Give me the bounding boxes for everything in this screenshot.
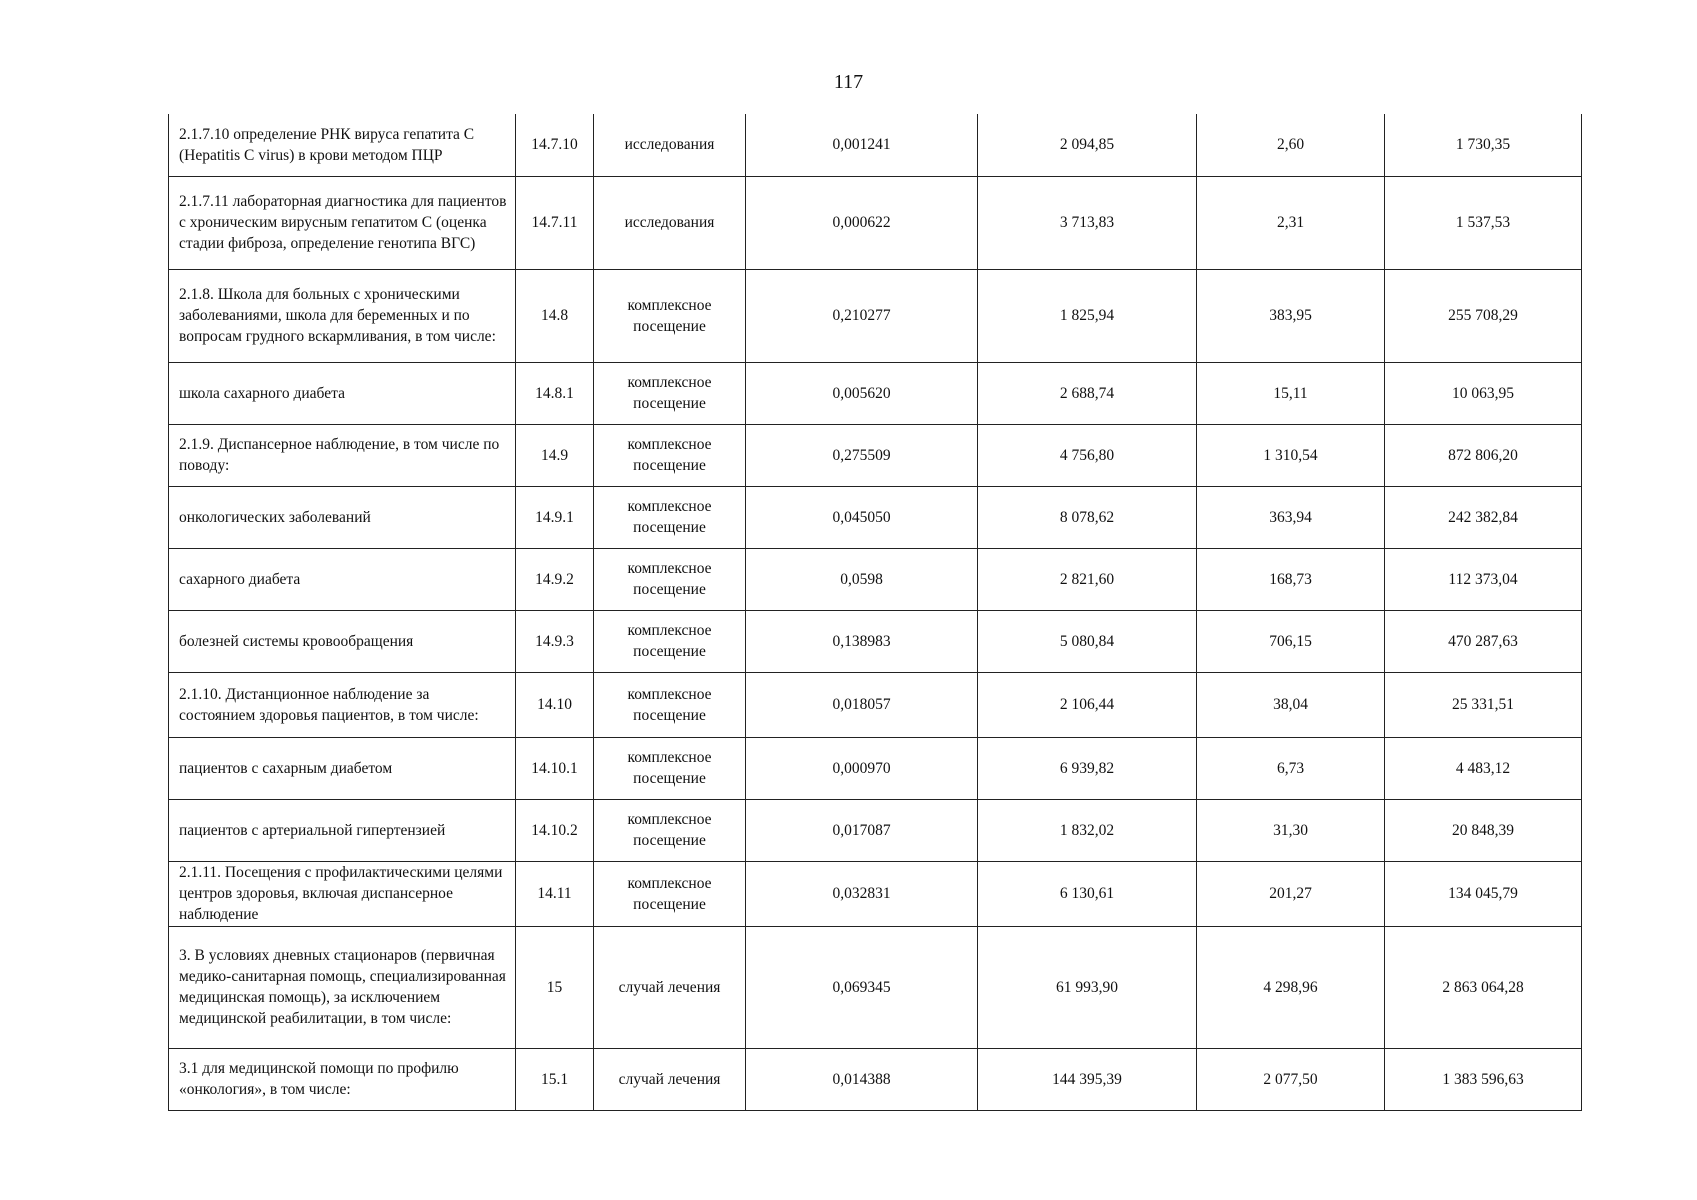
cell-total: 10 063,95 xyxy=(1385,362,1582,424)
table-row xyxy=(169,926,1582,1048)
cell-per-capita: 383,95 xyxy=(1197,269,1385,362)
unit-line: посещение xyxy=(633,770,706,787)
table-row xyxy=(169,114,1582,176)
cell-name: сахарного диабета xyxy=(169,548,516,610)
unit-line: комплексное xyxy=(627,374,712,391)
cell-name: 2.1.9. Диспансерное наблюдение, в том числе по поводу: xyxy=(169,424,516,486)
cell-cost: 2 688,74 xyxy=(978,362,1197,424)
cell-norm: 0,275509 xyxy=(746,424,978,486)
cell-unit xyxy=(594,926,746,1048)
cell-per-capita: 31,30 xyxy=(1197,799,1385,861)
cell-unit xyxy=(594,799,746,861)
cell-code: 15 xyxy=(516,926,594,1048)
cell-cost: 2 821,60 xyxy=(978,548,1197,610)
cell-total: 1 383 596,63 xyxy=(1385,1048,1582,1110)
cell-name: 2.1.7.10 определение РНК вируса гепатита С (Hepatitis C virus) в крови методом ПЦР xyxy=(169,114,516,176)
cell-total: 20 848,39 xyxy=(1385,799,1582,861)
cell-cost: 6 939,82 xyxy=(978,737,1197,799)
cell-norm: 0,000622 xyxy=(746,176,978,269)
cell-name: пациентов с артериальной гипертензией xyxy=(169,799,516,861)
unit-line: комплексное xyxy=(627,296,712,314)
cell-code: 14.11 xyxy=(516,861,594,926)
unit-line: комплексное xyxy=(627,622,712,639)
cell-per-capita: 2,31 xyxy=(1197,176,1385,269)
cell-code: 14.7.10 xyxy=(516,114,594,176)
cell-name: болезней системы кровообращения xyxy=(169,610,516,672)
table-row xyxy=(169,610,1582,672)
unit-line: посещение xyxy=(633,317,706,335)
page-number: 117 xyxy=(833,71,864,93)
cell-norm: 0,032831 xyxy=(746,861,978,926)
cell-code: 14.7.11 xyxy=(516,176,594,269)
table-row xyxy=(169,861,1582,926)
cell-total: 1 537,53 xyxy=(1385,176,1582,269)
cell-unit xyxy=(594,1048,746,1110)
unit-line: комплексное xyxy=(627,436,712,453)
cell-total: 255 708,29 xyxy=(1385,269,1582,362)
cell-per-capita: 706,15 xyxy=(1197,610,1385,672)
cell-per-capita: 38,04 xyxy=(1197,672,1385,737)
cell-code: 14.10 xyxy=(516,672,594,737)
cell-norm: 0,210277 xyxy=(746,269,978,362)
unit-line: посещение xyxy=(633,832,706,849)
cell-unit xyxy=(594,176,746,269)
cell-per-capita: 201,27 xyxy=(1197,861,1385,926)
table-body xyxy=(169,114,1582,1110)
cell-cost: 144 395,39 xyxy=(978,1048,1197,1110)
cell-name: 2.1.8. Школа для больных с хроническими заболеваниями, школа для беременных и по вопросам грудного вскармливания, в том числе: xyxy=(169,269,516,362)
cell-name: 2.1.10. Дистанционное наблюдение за состоянием здоровья пациентов, в том числе: xyxy=(169,672,516,737)
cell-total: 1 730,35 xyxy=(1385,114,1582,176)
cell-norm: 0,069345 xyxy=(746,926,978,1048)
table-row xyxy=(169,486,1582,548)
cell-cost: 2 106,44 xyxy=(978,672,1197,737)
cell-code: 14.10.2 xyxy=(516,799,594,861)
cell-cost: 1 825,94 xyxy=(978,269,1197,362)
cell-code: 14.8 xyxy=(516,269,594,362)
table-row xyxy=(169,362,1582,424)
cell-code: 14.9.3 xyxy=(516,610,594,672)
cell-total: 470 287,63 xyxy=(1385,610,1582,672)
unit-line: посещение xyxy=(633,395,706,412)
cell-code: 14.10.1 xyxy=(516,737,594,799)
cell-norm: 0,0598 xyxy=(746,548,978,610)
cell-unit xyxy=(594,737,746,799)
unit-line: посещение xyxy=(633,895,706,913)
cell-name: пациентов с сахарным диабетом xyxy=(169,737,516,799)
unit-line: комплексное xyxy=(627,498,712,515)
cell-unit xyxy=(594,548,746,610)
cell-unit xyxy=(594,672,746,737)
cell-code: 14.8.1 xyxy=(516,362,594,424)
table-row xyxy=(169,548,1582,610)
unit-line: комплексное xyxy=(627,874,712,892)
cell-name: онкологических заболеваний xyxy=(169,486,516,548)
cell-norm: 0,001241 xyxy=(746,114,978,176)
cell-name: школа сахарного диабета xyxy=(169,362,516,424)
cell-norm: 0,017087 xyxy=(746,799,978,861)
cell-total: 242 382,84 xyxy=(1385,486,1582,548)
cell-total: 2 863 064,28 xyxy=(1385,926,1582,1048)
unit-line: случай лечения xyxy=(618,978,721,996)
unit-line: комплексное xyxy=(627,560,712,577)
cell-per-capita: 168,73 xyxy=(1197,548,1385,610)
cell-cost: 4 756,80 xyxy=(978,424,1197,486)
cell-unit xyxy=(594,610,746,672)
unit-line: посещение xyxy=(633,706,706,724)
cell-unit xyxy=(594,114,746,176)
cell-norm: 0,138983 xyxy=(746,610,978,672)
table-row xyxy=(169,176,1582,269)
cell-total: 872 806,20 xyxy=(1385,424,1582,486)
cell-total: 25 331,51 xyxy=(1385,672,1582,737)
unit-line: комплексное xyxy=(627,811,712,828)
cell-code: 14.9.1 xyxy=(516,486,594,548)
cell-unit xyxy=(594,269,746,362)
cell-unit xyxy=(594,486,746,548)
table-row xyxy=(169,737,1582,799)
unit-line: случай лечения xyxy=(618,1070,721,1088)
cell-per-capita: 4 298,96 xyxy=(1197,926,1385,1048)
unit-line: комплексное xyxy=(627,749,712,766)
cell-norm: 0,000970 xyxy=(746,737,978,799)
table-row xyxy=(169,672,1582,737)
cell-per-capita: 2,60 xyxy=(1197,114,1385,176)
cell-code: 15.1 xyxy=(516,1048,594,1110)
cell-cost: 61 993,90 xyxy=(978,926,1197,1048)
cell-name: 3.1 для медицинской помощи по профилю «онкология», в том числе: xyxy=(169,1048,516,1110)
table-row xyxy=(169,1048,1582,1110)
cell-per-capita: 15,11 xyxy=(1197,362,1385,424)
cell-norm: 0,045050 xyxy=(746,486,978,548)
cell-unit xyxy=(594,861,746,926)
cell-total: 4 483,12 xyxy=(1385,737,1582,799)
cell-name: 3. В условиях дневных стационаров (первичная медико-санитарная помощь, специализированная медицинская помощь), за исключением медицинской реабилитации, в том числе: xyxy=(169,926,516,1048)
cell-unit xyxy=(594,424,746,486)
unit-line: посещение xyxy=(633,457,706,474)
unit-line: посещение xyxy=(633,643,706,660)
cell-cost: 3 713,83 xyxy=(978,176,1197,269)
table-row xyxy=(169,799,1582,861)
table-row xyxy=(169,269,1582,362)
cell-cost: 5 080,84 xyxy=(978,610,1197,672)
cell-code: 14.9 xyxy=(516,424,594,486)
unit-line: комплексное xyxy=(627,685,712,703)
unit-line: исследования xyxy=(624,214,715,231)
cell-cost: 6 130,61 xyxy=(978,861,1197,926)
cell-code: 14.9.2 xyxy=(516,548,594,610)
cell-name: 2.1.11. Посещения с профилактическими целями центров здоровья, включая диспансерное наблюдение xyxy=(169,861,516,926)
cell-cost: 1 832,02 xyxy=(978,799,1197,861)
cell-norm: 0,005620 xyxy=(746,362,978,424)
cell-unit xyxy=(594,362,746,424)
cell-cost: 8 078,62 xyxy=(978,486,1197,548)
unit-line: посещение xyxy=(633,581,706,598)
cell-per-capita: 2 077,50 xyxy=(1197,1048,1385,1110)
data-table xyxy=(168,114,1582,1111)
cell-total: 134 045,79 xyxy=(1385,861,1582,926)
table-row xyxy=(169,424,1582,486)
cell-per-capita: 1 310,54 xyxy=(1197,424,1385,486)
unit-line: исследования xyxy=(624,136,715,154)
cell-cost: 2 094,85 xyxy=(978,114,1197,176)
cell-per-capita: 363,94 xyxy=(1197,486,1385,548)
unit-line: посещение xyxy=(633,519,706,536)
cell-norm: 0,014388 xyxy=(746,1048,978,1110)
cell-name: 2.1.7.11 лабораторная диагностика для пациентов с хроническим вирусным гепатитом С (оценка стадии фиброза, определение генотипа ВГС) xyxy=(169,176,516,269)
cell-total: 112 373,04 xyxy=(1385,548,1582,610)
cell-per-capita: 6,73 xyxy=(1197,737,1385,799)
cell-norm: 0,018057 xyxy=(746,672,978,737)
